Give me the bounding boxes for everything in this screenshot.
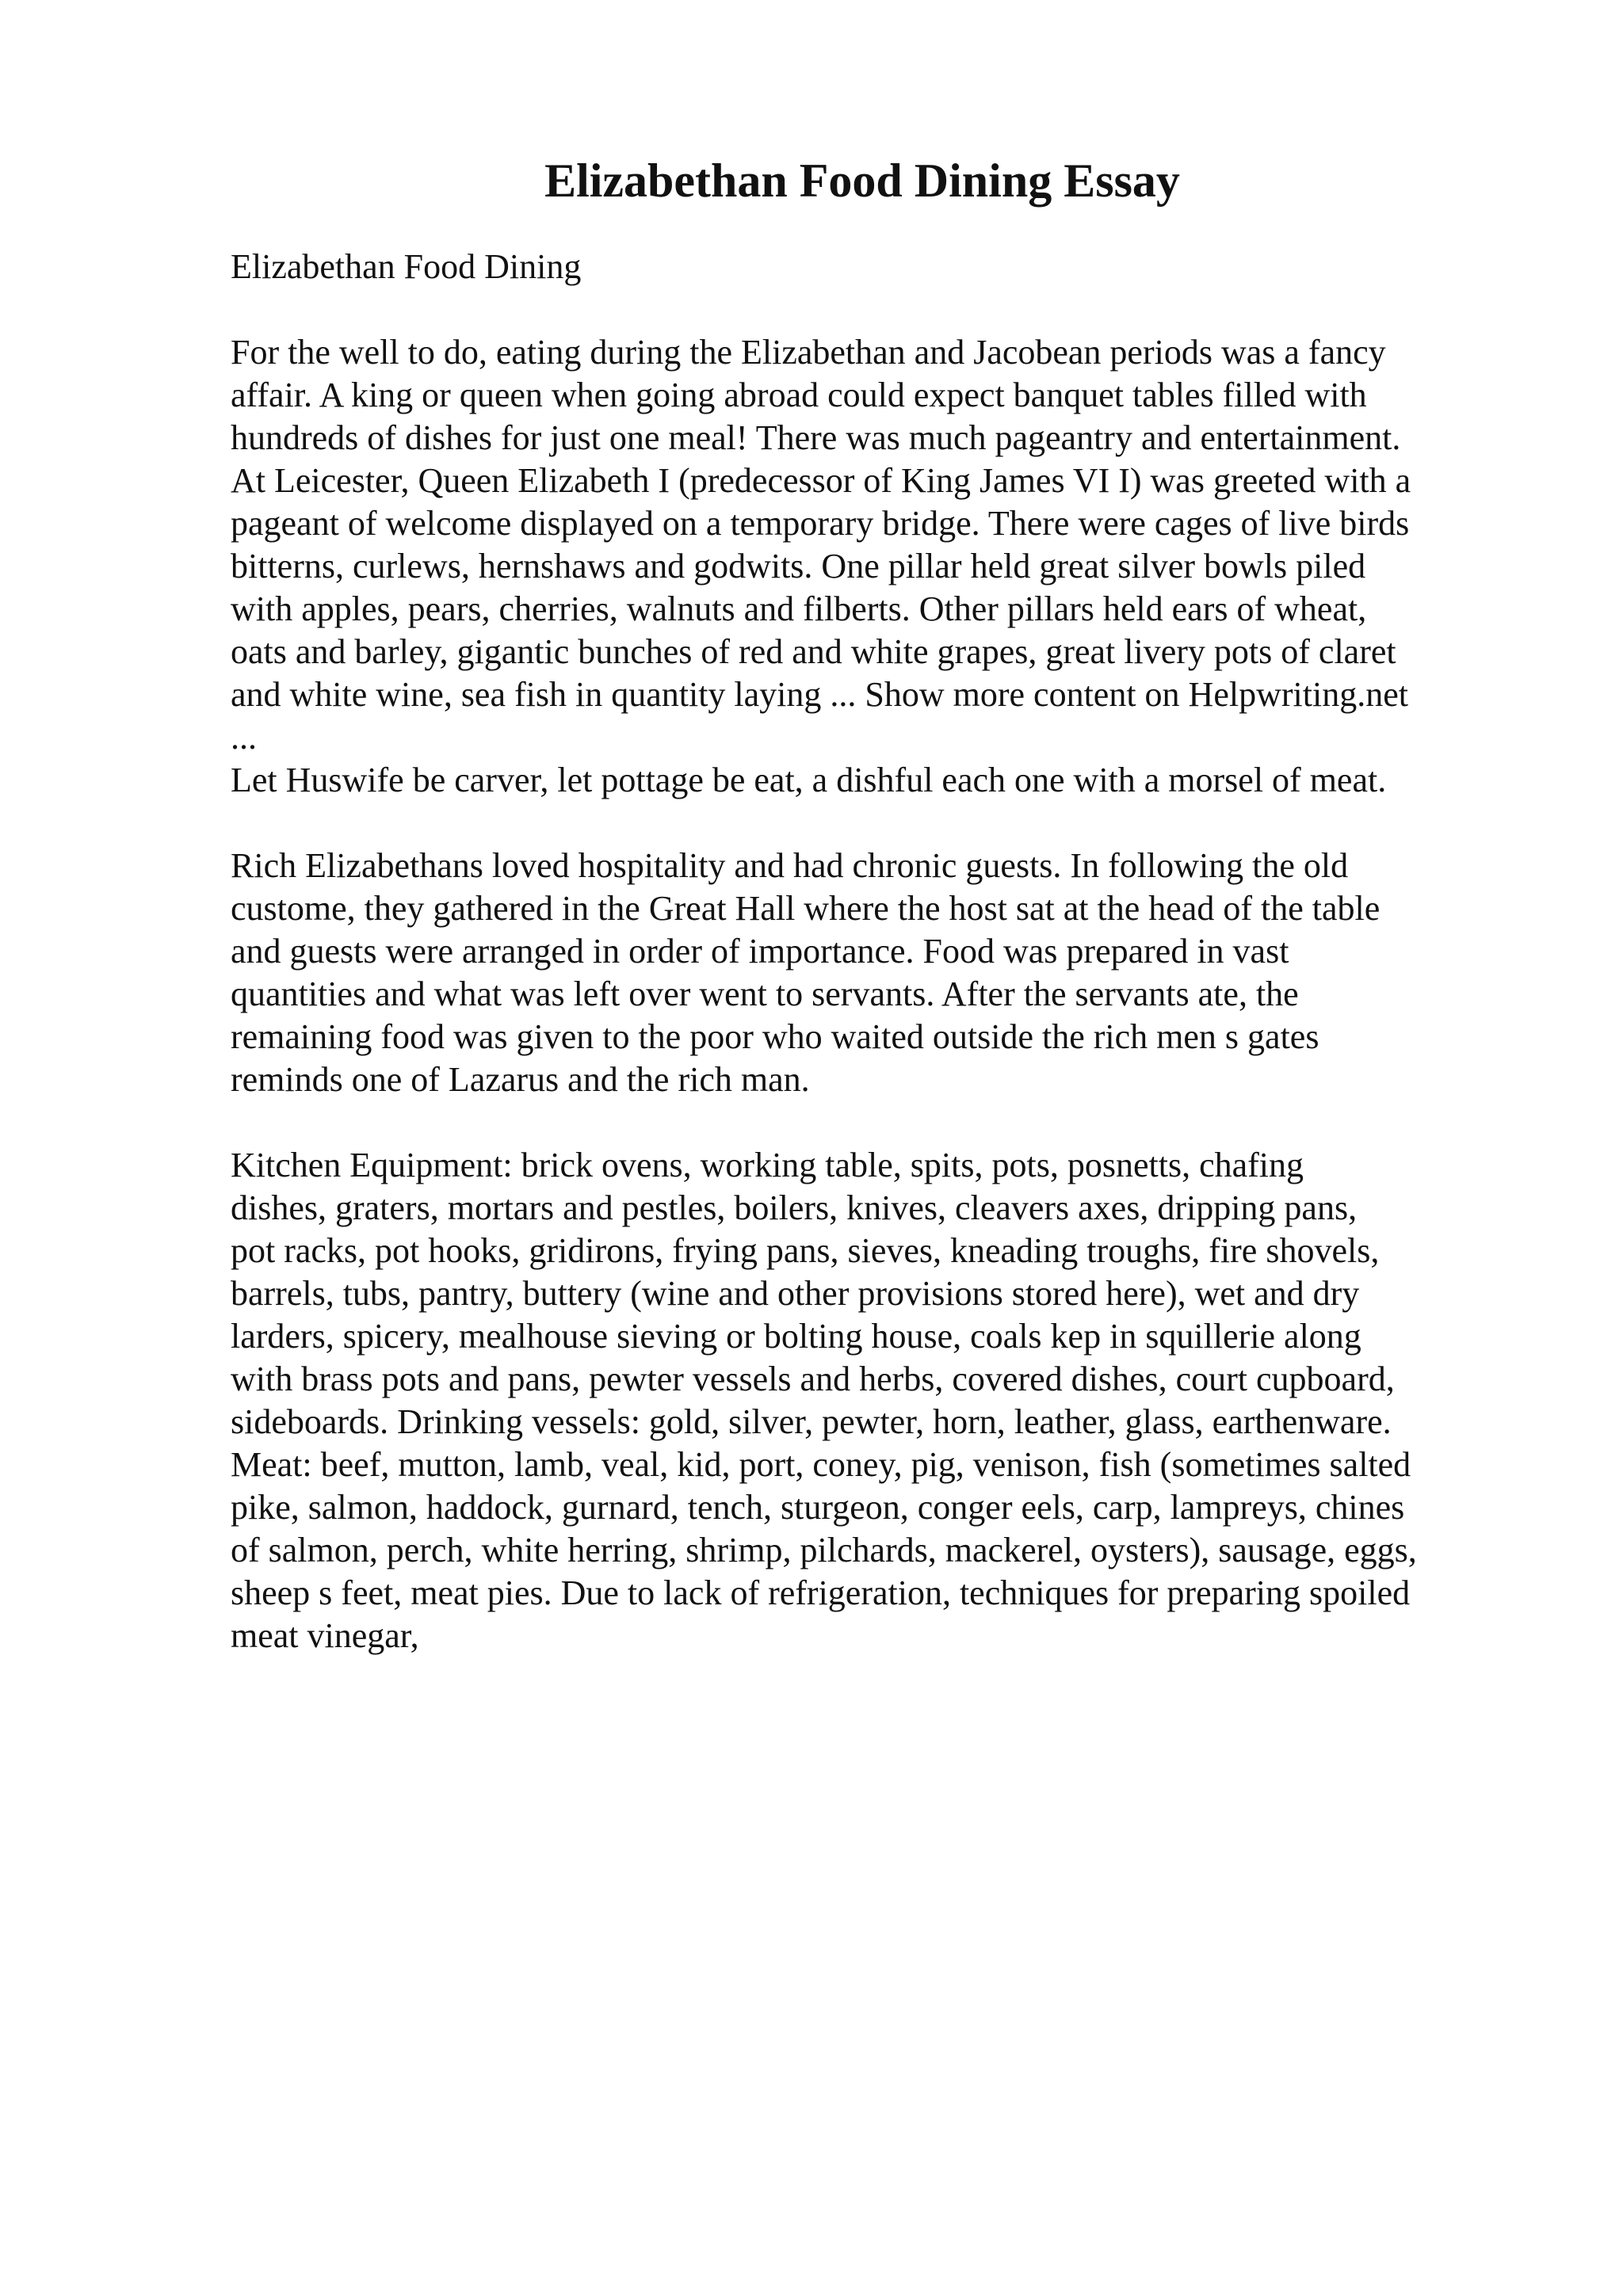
paragraph-gap [231,1101,1483,1144]
paragraph-hospitality: Rich Elizabethans loved hospitality and had chronic guests. In following the old custome, they gathered in the Great Hall where the host sat at the head of the table and guests were arranged in order of importance. Food was prepared in vast quantities and what was left over went to servants. After the servants ate, the remaining food was given to the poor who waited outside the rich men s gates reminds one of Lazarus and the rich man. [231,846,1381,1099]
paragraph-quote: Let Huswife be carver, let pottage be eat, a dishful each one with a morsel of meat. [231,761,1387,799]
paragraph-gap [231,288,1483,331]
document-title: Elizabethan Food Dining Essay [544,154,1180,207]
document-body [231,246,1483,1657]
paragraph-intro: For the well to do, eating during the Elizabethan and Jacobean periods was a fancy affair. A king or queen when going abroad could expect banquet tables filled with hundreds of dishes for just one meal! There was much pageantry and entertainment. At Leicester, Queen Elizabeth I (predecessor of King James VI I) was greeted with a pageant of welcome displayed on a temporary bridge. There were cages of live birds bitterns, curlews, hernshaws and godwits. One pillar held great silver bowls piled with apples, pears, cherries, walnuts and filberts. Other pillars held ears of wheat, oats and barley, gigantic bunches of red and white grapes, great livery pots of claret and white wine, sea fish in quantity laying ... Show more content on Helpwriting.net ... [231,333,1411,757]
paragraph-gap [231,802,1483,845]
paragraph-kitchen-equipment: Kitchen Equipment: brick ovens, working table, spits, pots, posnetts, chafing dishes, graters, mortars and pestles, boilers, knives, cleavers axes, dripping pans, pot racks, pot hooks, gridirons, frying pans, sieves, kneading troughs, fire shovels, barrels, tubs, pantry, buttery (wine and other provisions stored here), wet and dry larders, spicery, mealhouse sieving or bolting house, coals kep in squillerie along with brass pots and pans, pewter vessels and herbs, covered dishes, court cupboard, sideboards. Drinking vessels: gold, silver, pewter, horn, leather, glass, earthenware. Meat: beef, mutton, lamb, veal, kid, port, coney, pig, venison, fish (sometimes salted pike, salmon, haddock, gurnard, tench, sturgeon, conger eels, carp, lampreys, chines of salmon, perch, white herring, shrimp, pilchards, mackerel, oysters), sausage, eggs, sheep s feet, meat pies. Due to lack of refrigeration, techniques for preparing spoiled meat vinegar, [231,1146,1417,1655]
document-subtitle: Elizabethan Food Dining [231,247,582,286]
